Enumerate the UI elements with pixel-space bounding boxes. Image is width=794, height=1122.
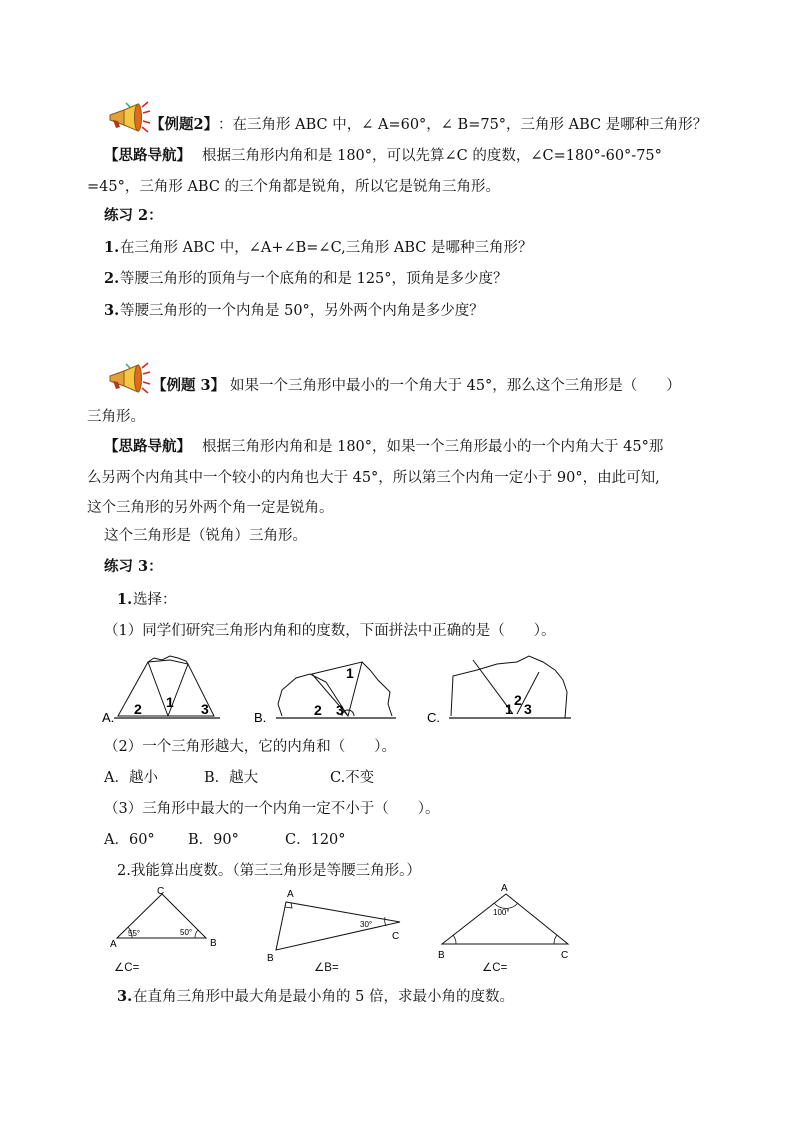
svg-text:3: 3 [201,701,209,717]
practice3-sub3-text: 在直角三角形中最大角是最小角的 5 倍，求最小角的度数。 [133,989,514,1005]
triangle-1 [104,884,224,948]
example2-hint-label: 【思路导航】 [104,147,191,164]
example3-hint-line1: 根据三角形内角和是 180°，如果一个三角形最小的一个内角大于 45°那 [202,439,664,455]
option-c-label: C. [427,710,440,725]
practice3-q3: （3）三角形中最大的一个内角一定不小于（ ）。 [104,801,440,817]
q3-option-c: C．120° [285,832,346,848]
example2-label: 【例题2】 [150,116,219,133]
example3-question: 如果一个三角形中最小的一个角大于 45°，那么这个三角形是（ ） [230,378,681,394]
example3-hint-line3: 这个三角形的另外两个角一定是锐角。 [87,500,334,516]
svg-text:C: C [392,931,400,942]
practice2-item2-num: 2. [104,270,120,287]
q2-option-c: C.不变 [330,770,375,786]
option-a-label: A. [102,710,115,725]
tri2-answer: ∠B= [314,962,339,974]
svg-text:30°: 30° [360,920,373,929]
svg-text:1: 1 [166,694,174,710]
svg-text:C: C [561,950,569,961]
practice3-sub1-text: 选择： [133,592,177,608]
practice3-q1: （1）同学们研究三角形内角和的度数，下面拼法中正确的是（ ）。 [104,623,556,639]
tri1-answer: ∠C= [114,962,140,974]
figure-option-a [100,652,230,726]
svg-text:B: B [438,950,445,961]
example3-hint-line2: 么另两个内角其中一个较小的内角也大于 45°，所以第三个内角一定小于 90°，由此可知, [87,470,660,486]
example2-question: ：在三角形 ABC 中，∠ A=60°，∠ B=75°，三角形 ABC 是哪种三角形？ [218,117,708,133]
svg-text:A: A [287,889,294,900]
svg-text:3: 3 [336,702,344,718]
svg-text:2: 2 [314,702,322,718]
example3-question-cont: 三角形。 [87,409,145,425]
practice2-item1-num: 1. [104,239,120,256]
example3-label: 【例题 3】 [152,377,226,394]
practice3-sub3-num: 3. [117,988,133,1005]
svg-text:3: 3 [524,701,532,717]
svg-text:1: 1 [346,665,354,681]
megaphone-icon [104,101,152,133]
practice2-item3-num: 3. [104,302,120,319]
figure-option-b [252,652,402,726]
practice3-q2: （2）一个三角形越大，它的内角和（ ）。 [104,739,396,755]
figure-option-c [425,652,575,726]
practice3-sub2: 2.我能算出度数。（第三三角形是等腰三角形。） [117,863,421,879]
example2-hint-line1: 根据三角形内角和是 180°，可以先算∠C 的度数，∠C=180°-60°-75° [202,148,662,164]
svg-text:C: C [157,886,165,897]
svg-text:A: A [501,883,508,894]
example3-hint-label: 【思路导航】 [104,438,191,455]
practice2-item3-text: 等腰三角形的一个内角是 50°，另外两个内角是多少度？ [120,303,484,319]
practice3-sub1-num: 1. [117,591,133,608]
triangle-2 [262,884,412,964]
triangle-3 [434,880,584,964]
megaphone-icon [104,362,152,394]
practice2-title: 练习 2： [104,207,163,224]
svg-text:1: 1 [505,701,513,717]
q2-option-b: B．越大 [204,770,259,786]
svg-text:B: B [210,938,217,948]
practice3-title: 练习 3： [104,558,163,575]
svg-text:A: A [110,939,117,948]
svg-text:50°: 50° [180,928,193,937]
practice2-item2-text: 等腰三角形的顶角与一个底角的和是 125°，顶角是多少度？ [120,271,508,287]
example2-hint-line2: =45°，三角形 ABC 的三个角都是锐角，所以它是锐角三角形。 [87,179,501,195]
practice2-item1-text: 在三角形 ABC 中，∠A+∠B=∠C,三角形 ABC 是哪种三角形？ [120,240,533,256]
svg-text:100°: 100° [493,908,510,917]
q3-option-a: A．60° [104,832,155,848]
option-b-label: B. [254,710,267,725]
q3-option-b: B．90° [188,832,239,848]
svg-text:2: 2 [514,692,522,708]
svg-text:2: 2 [134,701,142,717]
example3-answer: 这个三角形是（锐角）三角形。 [104,528,307,544]
q2-option-a: A．越小 [104,770,158,786]
svg-text:B: B [267,953,274,964]
tri3-answer: ∠C= [482,962,508,974]
svg-text:55°: 55° [128,929,141,938]
